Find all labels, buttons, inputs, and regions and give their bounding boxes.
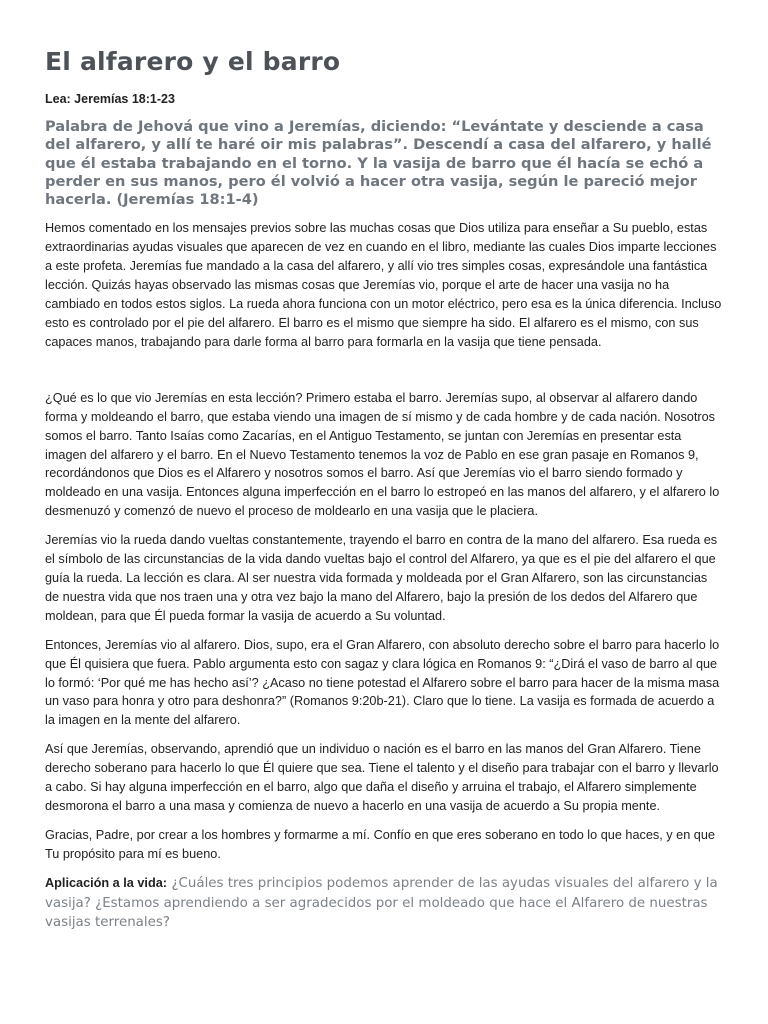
- paragraph-potter: Entonces, Jeremías vio al alfarero. Dios, supo, era el Gran Alfarero, con absoluto derecho sobre el barro para hacerlo lo que Él quisiera que fuera. Pablo argumenta esto con sagaz y clara lógica en Romanos 9: “¿Dirá el vaso de barro al que lo formó: ‘Por qué me has hecho así’? ¿Acaso no tiene potestad el Alfarero sobre el barro para hacer de la misma masa un vaso para honra y otro para deshonra?” (Romanos 9:20b-21). Claro que lo tiene. La vasija es formada de acuerdo a la imagen en la mente del alfarero.: [45, 637, 720, 728]
- paragraph-clay: ¿Qué es lo que vio Jeremías en esta lección? Primero estaba el barro. Jeremías supo, al observar al alfarero dando forma y moldeando el barro, que estaba viendo una imagen de sí mismo y de cada hombre y de cada nación. Nosotros somos el barro. Tanto Isaías como Zacarías, en el Antiguo Testamento, se juntan con Jeremías en presentar esta imagen del alfarero y el barro. En el Nuevo Testamento tenemos la voz de Pablo en ese gran pasaje en Romanos 9, recordándonos que Dios es el Alfarero y nosotros somos el barro. Así que Jeremías vio el barro siendo formado y moldeado en una vasija. Entonces alguna imperfección en el barro lo estropeó en las manos del alfarero, y el alfarero lo desmenuzó y comenzó de nuevo el proceso de moldearlo en una vasija que le placiera.: [45, 390, 720, 519]
- application-section: [45, 874, 722, 934]
- paragraph-intro: Hemos comentado en los mensajes previos sobre las muchas cosas que Dios utiliza para enseñar a Su pueblo, estas extraordinarias ayudas visuales que aparecen de vez en cuando en el libro, mediante las cuales Dios imparte lecciones a este profeta. Jeremías fue mandado a la casa del alfarero, y allí vio tres simples cosas, expresándole una fantástica lección. Quizás hayas observado las mismas cosas que Jeremías vio, porque el arte de hacer una vasija no ha cambiado en todos estos siglos. La rueda ahora funciona con un motor eléctrico, pero esa es la única diferencia. Incluso esto es controlado por el pie del alfarero. El barro es el mismo que siempre ha sido. El alfarero es el mismo, con sus capaces manos, trabajando para darle forma al barro para formarla en la vasija que tiene pensada.: [45, 221, 722, 349]
- scripture-verse: Palabra de Jehová que vino a Jeremías, diciendo: “Levántate y desciende a casa del alfarero, y allí te haré oir mis palabras”. Descendí a casa del alfarero, y hallé que él estaba trabajando en el torno. Y la vasija de barro que él hacía se echó a perder en sus manos, pero él volvió a hacer otra vasija, según le pareció mejor hacerla. (Jeremías 18:1-4): [45, 118, 712, 209]
- section-spacer: [45, 352, 722, 389]
- page-title: El alfarero y el barro: [45, 47, 341, 76]
- reading-reference: Lea: Jeremías 18:1-23: [45, 92, 175, 106]
- paragraph-prayer: Gracias, Padre, por crear a los hombres y formarme a mí. Confío en que eres soberano en todo lo que haces, y en que Tu propósito para mí es bueno.: [45, 827, 715, 861]
- paragraph-wheel: Jeremías vio la rueda dando vueltas constantemente, trayendo el barro en contra de la mano del alfarero. Esa rueda es el símbolo de las circunstancias de la vida dando vueltas bajo el control del Alfarero, ya que es el pie del alfarero el que guía la rueda. La lección es clara. Al ser nuestra vida formada y moldeada por el Gran Alfarero, son las circunstancias de nuestra vida que nos traen una y otra vez bajo la mano del Alfarero, bajo la presión de los dedos del Alfarero que moldean, para que Él pueda formar la vasija de acuerdo a Su voluntad.: [45, 533, 718, 623]
- application-label: Aplicación a la vida:: [45, 875, 167, 890]
- application-question: ¿Cuáles tres principios podemos aprender de las ayudas visuales del alfarero y la vasija? ¿Estamos aprendiendo a ser agradecidos por el moldeado que hace el Alfarero de nuestras vasijas terrenales?: [45, 875, 718, 931]
- paragraph-lesson: Así que Jeremías, observando, aprendió que un individuo o nación es el barro en las manos del Gran Alfarero. Tiene derecho soberano para hacerlo lo que Él quiere que sea. Tiene el talento y el diseño para trabajar con el barro y llevarlo a cabo. Si hay alguna imperfección en el barro, algo que daña el diseño y arruina el trabajo, el Alfarero simplemente desmorona el barro a una masa y comienza de nuevo a hacerlo en una vasija de acuerdo a Su propia mente.: [45, 742, 719, 813]
